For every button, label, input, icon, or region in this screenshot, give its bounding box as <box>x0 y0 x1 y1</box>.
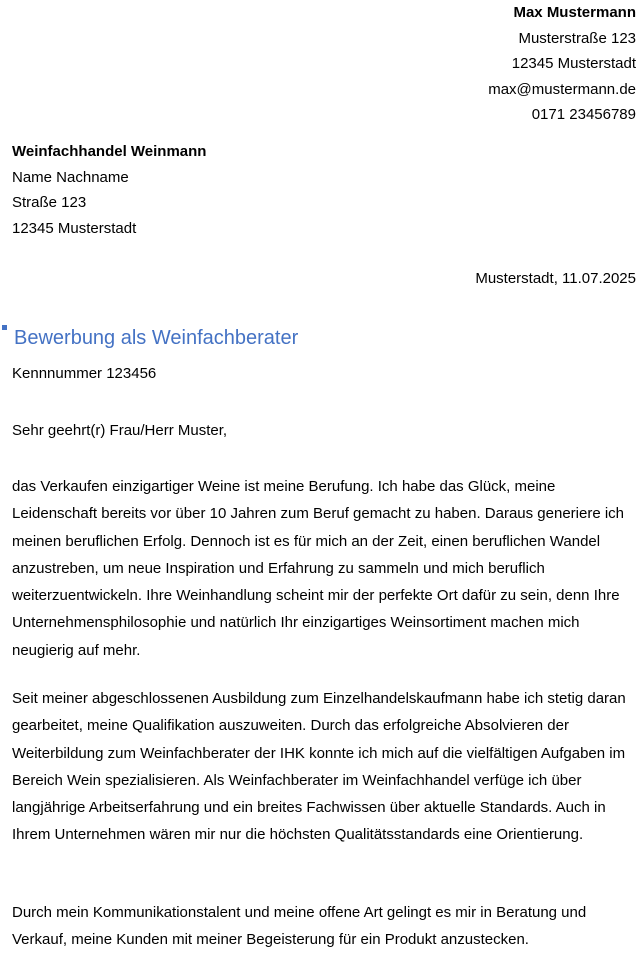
recipient-company: Weinfachhandel Weinmann <box>12 143 207 160</box>
sender-city: 12345 Musterstadt <box>511 55 636 72</box>
heading-marker <box>2 325 7 330</box>
reference-number: Kennnummer 123456 <box>12 365 157 382</box>
recipient-contact: Name Nachname <box>12 168 129 186</box>
sender-name: Max Mustermann <box>513 4 636 21</box>
recipient-address-block <box>12 139 206 241</box>
body-paragraph-2: Seit meiner abgeschlossenen Ausbildung zum Einzelhandelskaufmann habe ich stetig daran gearbeitet, meine Qualifikation auszuweiten. Durch das erfolgreiche Absolvieren der Weiterbildung zum Weinfachberater der IHK konnte ich mich auf die vielfältigen Aufgaben im Bereich Wein spezialisieren. Als Weinfachberater im Weinfachhandel verfüge ich über langjährige Arbeitserfahrung und ein breites Fachwissen über aktuelle Standards. Auch in Ihrem Unternehmen wären mir nur die höchsten Qualitätsstandards eine Orientierung. <box>12 690 626 844</box>
body-paragraph-1: das Verkaufen einzigartiger Weine ist meine Berufung. Ich habe das Glück, meine Leidenschaft bereits vor über 10 Jahren zum Beruf gemacht zu haben. Daraus generiere ich meinen beruflichen Erfolg. Dennoch ist es für mich an der Zeit, einen beruflichen Wandel anzustreben, um neue Inspiration und Erfahrung zu sammeln und mich beruflich weiterzuentwickeln. Ihre Weinhandlung scheint mir der perfekte Ort dafür zu sein, denn Ihre Unternehmensphilosophie und natürlich Ihr einzigartiges Weinsortiment machen mich neugierig auf mehr. <box>12 478 625 659</box>
recipient-street: Straße 123 <box>12 194 87 211</box>
salutation: Sehr geehrt(r) Frau/Herr Muster, <box>12 422 228 439</box>
sender-street: Musterstraße 123 <box>518 29 636 47</box>
sender-email: max@mustermann.de <box>488 80 636 98</box>
sender-address-block <box>488 0 636 128</box>
body-paragraph-3: Durch mein Kommunikationstalent und meine offene Art gelingt es mir in Beratung und Verkauf, meine Kunden mit meiner Begeisterung für ein Produkt anzustecken. <box>12 904 587 949</box>
subject-heading: Bewerbung als Weinfachberater <box>14 327 299 349</box>
sender-phone: 0171 23456789 <box>531 106 636 123</box>
letter-date: Musterstadt, 11.07.2025 <box>475 270 636 287</box>
recipient-city: 12345 Musterstadt <box>12 219 137 237</box>
